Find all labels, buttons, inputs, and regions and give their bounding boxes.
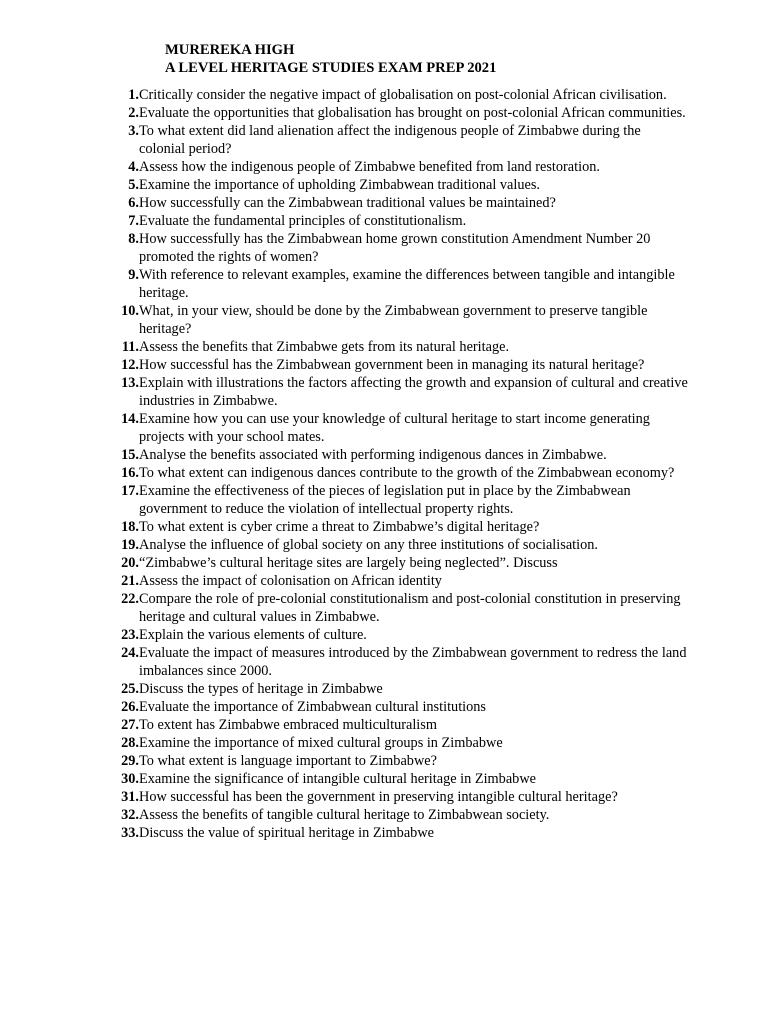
question-number: 28. [121,735,139,751]
question-text: With reference to relevant examples, examine the differences between tangible and intangible heritage. [139,267,675,301]
question-number: 8. [128,231,139,247]
question-number: 12. [121,357,139,373]
document-title: A LEVEL HERITAGE STUDIES EXAM PREP 2021 [165,60,497,76]
question-list [110,86,690,842]
question-item [110,266,690,302]
question-text: How successful has been the government in preserving intangible cultural heritage? [139,789,618,805]
question-item [110,572,690,590]
question-item [110,446,690,464]
question-number: 27. [121,717,139,733]
question-item [110,482,690,518]
question-item [110,212,690,230]
question-number: 5. [128,177,139,193]
question-item [110,536,690,554]
question-text: Analyse the influence of global society on any three institutions of socialisation. [139,537,598,553]
question-text: Explain the various elements of culture. [139,627,367,643]
question-item [110,644,690,680]
question-item [110,716,690,734]
question-text: To what extent is language important to Zimbabwe? [139,753,437,769]
question-item [110,806,690,824]
question-text: Evaluate the opportunities that globalisation has brought on post-colonial African communities. [139,105,686,121]
question-number: 16. [121,465,139,481]
question-number: 14. [121,411,139,427]
question-number: 2. [128,105,139,121]
question-text: To what extent can indigenous dances contribute to the growth of the Zimbabwean economy? [139,465,675,481]
question-text: Critically consider the negative impact of globalisation on post-colonial African civilisation. [139,87,667,103]
question-number: 32. [121,807,139,823]
question-text: “Zimbabwe’s cultural heritage sites are largely being neglected”. Discuss [139,555,558,571]
question-item [110,626,690,644]
question-text: How successful has the Zimbabwean government been in managing its natural heritage? [139,357,645,373]
question-text: Assess the benefits of tangible cultural heritage to Zimbabwean society. [139,807,550,823]
question-text: Evaluate the impact of measures introduced by the Zimbabwean government to redress the land imbalances since 2000. [139,645,687,679]
question-number: 7. [128,213,139,229]
question-number: 6. [128,195,139,211]
question-number: 13. [121,375,139,391]
question-text: Analyse the benefits associated with performing indigenous dances in Zimbabwe. [139,447,607,463]
question-number: 15. [121,447,139,463]
question-item [110,302,690,338]
question-text: How successfully has the Zimbabwean home grown constitution Amendment Number 20 promoted the rights of women? [139,231,651,265]
question-number: 30. [121,771,139,787]
question-number: 26. [121,699,139,715]
question-number: 1. [128,87,139,103]
question-text: To what extent did land alienation affect the indigenous people of Zimbabwe during the colonial period? [139,123,641,157]
question-text: Discuss the value of spiritual heritage in Zimbabwe [139,825,434,841]
question-item [110,230,690,266]
question-text: Evaluate the fundamental principles of constitutionalism. [139,213,467,229]
question-text: Examine the importance of mixed cultural groups in Zimbabwe [139,735,503,751]
question-number: 4. [128,159,139,175]
question-text: What, in your view, should be done by the Zimbabwean government to preserve tangible heritage? [139,303,648,337]
question-number: 23. [121,627,139,643]
question-text: Examine the effectiveness of the pieces of legislation put in place by the Zimbabwean government to reduce the violation of intellectual property rights. [139,483,631,517]
question-text: Evaluate the importance of Zimbabwean cultural institutions [139,699,486,715]
school-name: MUREREKA HIGH [165,42,295,58]
question-text: Assess how the indigenous people of Zimbabwe benefited from land restoration. [139,159,600,175]
question-text: Compare the role of pre-colonial constitutionalism and post-colonial constitution in preserving heritage and cultural values in Zimbabwe. [139,591,681,625]
question-item [110,104,690,122]
question-item [110,518,690,536]
question-item [110,590,690,626]
question-number: 25. [121,681,139,697]
question-item [110,356,690,374]
question-number: 31. [121,789,139,805]
question-number: 10. [121,303,139,319]
question-text: Assess the benefits that Zimbabwe gets from its natural heritage. [139,339,510,355]
question-item [110,194,690,212]
question-text: To what extent is cyber crime a threat to Zimbabwe’s digital heritage? [139,519,540,535]
question-number: 11. [121,339,139,355]
question-item [110,176,690,194]
question-item [110,752,690,770]
question-number: 33. [121,825,139,841]
question-item [110,122,690,158]
question-text: Examine the significance of intangible cultural heritage in Zimbabwe [139,771,536,787]
question-text: Assess the impact of colonisation on African identity [139,573,442,589]
question-text: To extent has Zimbabwe embraced multiculturalism [139,717,437,733]
question-number: 18. [121,519,139,535]
question-item [110,86,690,104]
question-item [110,734,690,752]
question-item [110,554,690,572]
question-number: 9. [128,267,139,283]
question-item [110,410,690,446]
question-item [110,698,690,716]
question-number: 17. [121,483,139,499]
question-item [110,770,690,788]
question-number: 19. [121,537,139,553]
question-text: Explain with illustrations the factors affecting the growth and expansion of cultural and creative industries in Zimbabwe. [139,375,688,409]
question-item [110,374,690,410]
question-text: Discuss the types of heritage in Zimbabwe [139,681,383,697]
question-text: Examine the importance of upholding Zimbabwean traditional values. [139,177,540,193]
question-item [110,338,690,356]
question-item [110,680,690,698]
question-item [110,824,690,842]
question-text: Examine how you can use your knowledge of cultural heritage to start income generating projects with your school mates. [139,411,650,445]
question-item [110,788,690,806]
question-number: 22. [121,591,139,607]
document-header [165,41,496,77]
question-number: 21. [121,573,139,589]
question-number: 29. [121,753,139,769]
question-number: 3. [128,123,139,139]
question-item [110,158,690,176]
question-number: 24. [121,645,139,661]
question-item [110,464,690,482]
question-text: How successfully can the Zimbabwean traditional values be maintained? [139,195,556,211]
question-number: 20. [121,555,139,571]
